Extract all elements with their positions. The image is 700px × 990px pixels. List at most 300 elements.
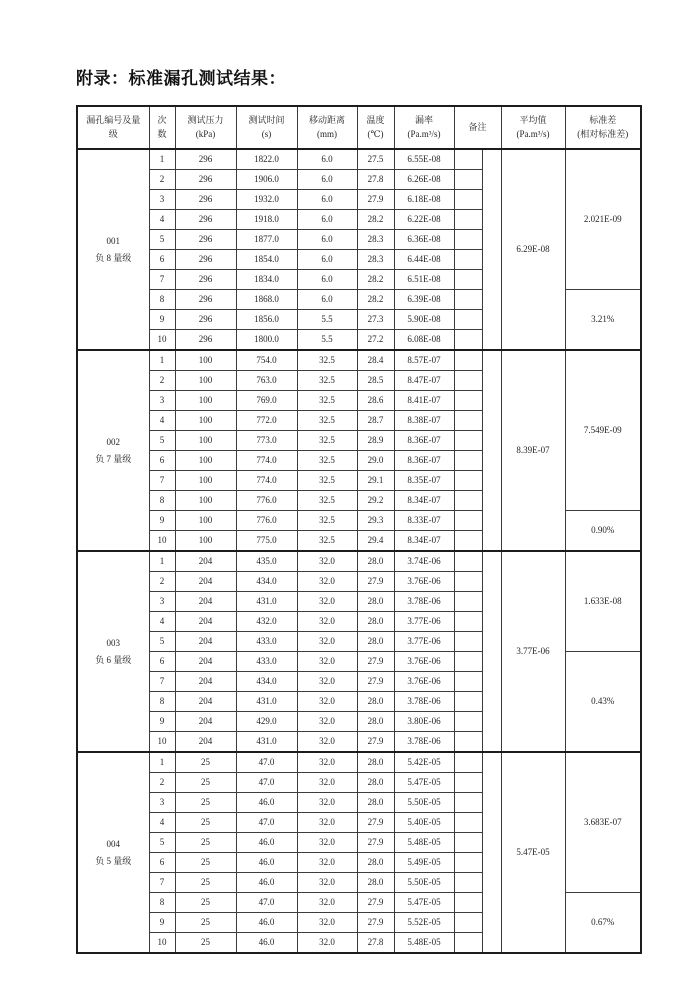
cell-temperature: 27.9 xyxy=(357,913,394,933)
cell-temperature: 28.2 xyxy=(357,210,394,230)
cell-pressure: 25 xyxy=(175,853,236,873)
cell-remark xyxy=(454,431,482,451)
cell-pressure: 100 xyxy=(175,511,236,531)
cell-leak-rate: 8.36E-07 xyxy=(394,451,454,471)
remark-gap xyxy=(482,149,501,350)
cell-remark xyxy=(454,330,482,351)
cell-time: 431.0 xyxy=(236,592,297,612)
cell-temperature: 28.6 xyxy=(357,391,394,411)
cell-remark xyxy=(454,833,482,853)
cell-pressure: 25 xyxy=(175,833,236,853)
cell-count: 10 xyxy=(149,330,175,351)
cell-time: 46.0 xyxy=(236,933,297,954)
column-header: 漏孔编号及量 级 xyxy=(77,106,149,149)
cell-remark xyxy=(454,190,482,210)
cell-distance: 32.0 xyxy=(297,833,357,853)
cell-time: 46.0 xyxy=(236,913,297,933)
cell-leak-rate: 5.47E-05 xyxy=(394,773,454,793)
cell-distance: 32.5 xyxy=(297,491,357,511)
cell-rel-std: 0.90% xyxy=(565,511,641,552)
cell-remark xyxy=(454,290,482,310)
cell-leak-rate: 3.80E-06 xyxy=(394,712,454,732)
cell-distance: 32.5 xyxy=(297,411,357,431)
cell-remark xyxy=(454,893,482,913)
cell-leak-rate: 6.44E-08 xyxy=(394,250,454,270)
cell-time: 773.0 xyxy=(236,431,297,451)
cell-leak-rate: 5.50E-05 xyxy=(394,873,454,893)
cell-distance: 32.5 xyxy=(297,451,357,471)
cell-distance: 32.5 xyxy=(297,531,357,552)
cell-count: 2 xyxy=(149,170,175,190)
cell-remark xyxy=(454,511,482,531)
cell-leak-rate: 6.55E-08 xyxy=(394,149,454,170)
cell-count: 10 xyxy=(149,933,175,954)
cell-temperature: 27.9 xyxy=(357,672,394,692)
cell-count: 1 xyxy=(149,350,175,371)
cell-time: 1822.0 xyxy=(236,149,297,170)
cell-count: 10 xyxy=(149,531,175,552)
cell-remark xyxy=(454,391,482,411)
cell-distance: 6.0 xyxy=(297,170,357,190)
cell-pressure: 100 xyxy=(175,411,236,431)
column-header: 移动距离 (mm) xyxy=(297,106,357,149)
cell-count: 7 xyxy=(149,270,175,290)
cell-time: 47.0 xyxy=(236,893,297,913)
cell-temperature: 28.2 xyxy=(357,270,394,290)
table-row xyxy=(77,551,641,572)
cell-remark xyxy=(454,672,482,692)
cell-leak-rate: 3.78E-06 xyxy=(394,592,454,612)
cell-pressure: 25 xyxy=(175,873,236,893)
cell-remark xyxy=(454,170,482,190)
cell-temperature: 29.2 xyxy=(357,491,394,511)
cell-count: 4 xyxy=(149,612,175,632)
cell-pressure: 25 xyxy=(175,752,236,773)
cell-std-dev: 3.683E-07 xyxy=(565,752,641,893)
cell-pressure: 25 xyxy=(175,893,236,913)
cell-temperature: 28.7 xyxy=(357,411,394,431)
cell-temperature: 28.4 xyxy=(357,350,394,371)
cell-remark xyxy=(454,149,482,170)
cell-time: 433.0 xyxy=(236,652,297,672)
cell-remark xyxy=(454,250,482,270)
cell-leak-rate: 6.08E-08 xyxy=(394,330,454,351)
cell-distance: 32.0 xyxy=(297,632,357,652)
cell-temperature: 29.4 xyxy=(357,531,394,552)
column-header: 测试压力 (kPa) xyxy=(175,106,236,149)
cell-leak-rate: 5.48E-05 xyxy=(394,933,454,954)
cell-pressure: 204 xyxy=(175,572,236,592)
cell-remark xyxy=(454,853,482,873)
cell-pressure: 204 xyxy=(175,672,236,692)
cell-distance: 32.0 xyxy=(297,592,357,612)
cell-remark xyxy=(454,752,482,773)
cell-time: 1800.0 xyxy=(236,330,297,351)
cell-pressure: 296 xyxy=(175,330,236,351)
cell-count: 2 xyxy=(149,773,175,793)
cell-time: 431.0 xyxy=(236,732,297,753)
cell-leak-rate: 5.90E-08 xyxy=(394,310,454,330)
cell-temperature: 29.1 xyxy=(357,471,394,491)
cell-remark xyxy=(454,371,482,391)
cell-temperature: 27.9 xyxy=(357,813,394,833)
cell-distance: 32.0 xyxy=(297,893,357,913)
table-body xyxy=(77,149,641,953)
cell-remark xyxy=(454,210,482,230)
cell-pressure: 100 xyxy=(175,371,236,391)
cell-temperature: 27.2 xyxy=(357,330,394,351)
cell-remark xyxy=(454,632,482,652)
cell-time: 434.0 xyxy=(236,672,297,692)
cell-pressure: 25 xyxy=(175,773,236,793)
cell-remark xyxy=(454,350,482,371)
cell-temperature: 28.0 xyxy=(357,692,394,712)
cell-average: 5.47E-05 xyxy=(501,752,565,953)
cell-pressure: 296 xyxy=(175,210,236,230)
cell-distance: 5.5 xyxy=(297,310,357,330)
column-header: 测试时间 (s) xyxy=(236,106,297,149)
cell-distance: 5.5 xyxy=(297,330,357,351)
cell-remark xyxy=(454,592,482,612)
table-header xyxy=(77,106,641,149)
cell-time: 1856.0 xyxy=(236,310,297,330)
cell-count: 9 xyxy=(149,511,175,531)
cell-leak-rate: 5.52E-05 xyxy=(394,913,454,933)
cell-remark xyxy=(454,491,482,511)
cell-temperature: 28.0 xyxy=(357,632,394,652)
cell-time: 46.0 xyxy=(236,833,297,853)
cell-leak-rate: 6.39E-08 xyxy=(394,290,454,310)
group-label: 003 负 6 量级 xyxy=(77,551,149,752)
cell-distance: 6.0 xyxy=(297,270,357,290)
cell-count: 10 xyxy=(149,732,175,753)
cell-distance: 32.0 xyxy=(297,933,357,954)
cell-pressure: 204 xyxy=(175,551,236,572)
cell-time: 769.0 xyxy=(236,391,297,411)
cell-distance: 32.0 xyxy=(297,572,357,592)
cell-leak-rate: 6.18E-08 xyxy=(394,190,454,210)
cell-time: 47.0 xyxy=(236,773,297,793)
table-row xyxy=(77,350,641,371)
cell-pressure: 25 xyxy=(175,793,236,813)
group-label: 001 负 8 量级 xyxy=(77,149,149,350)
cell-count: 8 xyxy=(149,491,175,511)
cell-average: 6.29E-08 xyxy=(501,149,565,350)
cell-pressure: 100 xyxy=(175,431,236,451)
cell-pressure: 204 xyxy=(175,712,236,732)
cell-time: 1918.0 xyxy=(236,210,297,230)
cell-temperature: 28.0 xyxy=(357,612,394,632)
cell-rel-std: 0.43% xyxy=(565,652,641,753)
cell-distance: 32.5 xyxy=(297,371,357,391)
cell-temperature: 28.0 xyxy=(357,752,394,773)
cell-temperature: 27.3 xyxy=(357,310,394,330)
cell-remark xyxy=(454,692,482,712)
cell-distance: 6.0 xyxy=(297,250,357,270)
cell-leak-rate: 8.34E-07 xyxy=(394,491,454,511)
cell-pressure: 100 xyxy=(175,391,236,411)
cell-count: 7 xyxy=(149,873,175,893)
cell-remark xyxy=(454,813,482,833)
cell-count: 3 xyxy=(149,391,175,411)
cell-temperature: 28.0 xyxy=(357,793,394,813)
cell-temperature: 27.9 xyxy=(357,652,394,672)
cell-time: 774.0 xyxy=(236,451,297,471)
cell-count: 1 xyxy=(149,551,175,572)
cell-temperature: 27.9 xyxy=(357,572,394,592)
cell-distance: 32.0 xyxy=(297,752,357,773)
header-row xyxy=(77,106,641,149)
cell-distance: 32.5 xyxy=(297,350,357,371)
cell-time: 1877.0 xyxy=(236,230,297,250)
cell-temperature: 27.5 xyxy=(357,149,394,170)
cell-std-dev: 7.549E-09 xyxy=(565,350,641,511)
cell-remark xyxy=(454,411,482,431)
cell-remark xyxy=(454,230,482,250)
cell-time: 776.0 xyxy=(236,511,297,531)
cell-pressure: 100 xyxy=(175,491,236,511)
cell-pressure: 296 xyxy=(175,270,236,290)
cell-remark xyxy=(454,612,482,632)
cell-pressure: 100 xyxy=(175,471,236,491)
cell-temperature: 29.3 xyxy=(357,511,394,531)
cell-count: 4 xyxy=(149,411,175,431)
cell-remark xyxy=(454,773,482,793)
cell-remark xyxy=(454,913,482,933)
cell-pressure: 296 xyxy=(175,230,236,250)
cell-remark xyxy=(454,933,482,954)
cell-remark xyxy=(454,471,482,491)
cell-count: 5 xyxy=(149,632,175,652)
cell-remark xyxy=(454,732,482,753)
cell-time: 432.0 xyxy=(236,612,297,632)
cell-distance: 32.5 xyxy=(297,391,357,411)
cell-time: 1854.0 xyxy=(236,250,297,270)
cell-temperature: 27.9 xyxy=(357,893,394,913)
cell-leak-rate: 5.42E-05 xyxy=(394,752,454,773)
cell-count: 8 xyxy=(149,692,175,712)
cell-distance: 32.0 xyxy=(297,793,357,813)
cell-temperature: 28.2 xyxy=(357,290,394,310)
cell-count: 5 xyxy=(149,833,175,853)
cell-distance: 32.0 xyxy=(297,853,357,873)
cell-count: 5 xyxy=(149,431,175,451)
cell-distance: 6.0 xyxy=(297,149,357,170)
remark-gap xyxy=(482,752,501,953)
cell-time: 1834.0 xyxy=(236,270,297,290)
cell-distance: 32.5 xyxy=(297,471,357,491)
cell-distance: 32.0 xyxy=(297,712,357,732)
cell-remark xyxy=(454,270,482,290)
cell-count: 1 xyxy=(149,149,175,170)
cell-leak-rate: 5.40E-05 xyxy=(394,813,454,833)
cell-pressure: 100 xyxy=(175,350,236,371)
cell-remark xyxy=(454,551,482,572)
cell-leak-rate: 6.26E-08 xyxy=(394,170,454,190)
cell-distance: 32.0 xyxy=(297,773,357,793)
cell-remark xyxy=(454,873,482,893)
cell-leak-rate: 8.35E-07 xyxy=(394,471,454,491)
cell-time: 429.0 xyxy=(236,712,297,732)
cell-distance: 6.0 xyxy=(297,290,357,310)
cell-time: 434.0 xyxy=(236,572,297,592)
remark-gap xyxy=(482,350,501,551)
cell-leak-rate: 8.57E-07 xyxy=(394,350,454,371)
cell-rel-std: 3.21% xyxy=(565,290,641,351)
cell-time: 431.0 xyxy=(236,692,297,712)
cell-distance: 32.5 xyxy=(297,431,357,451)
cell-leak-rate: 8.38E-07 xyxy=(394,411,454,431)
cell-time: 754.0 xyxy=(236,350,297,371)
cell-leak-rate: 3.77E-06 xyxy=(394,632,454,652)
cell-temperature: 28.3 xyxy=(357,230,394,250)
cell-remark xyxy=(454,652,482,672)
cell-count: 7 xyxy=(149,672,175,692)
cell-pressure: 296 xyxy=(175,250,236,270)
cell-temperature: 28.0 xyxy=(357,773,394,793)
cell-count: 6 xyxy=(149,250,175,270)
cell-distance: 32.0 xyxy=(297,551,357,572)
cell-leak-rate: 5.48E-05 xyxy=(394,833,454,853)
cell-temperature: 28.0 xyxy=(357,551,394,572)
cell-distance: 32.0 xyxy=(297,692,357,712)
cell-std-dev: 2.021E-09 xyxy=(565,149,641,290)
cell-distance: 32.5 xyxy=(297,511,357,531)
cell-distance: 32.0 xyxy=(297,672,357,692)
leak-test-table xyxy=(76,105,642,954)
cell-pressure: 100 xyxy=(175,451,236,471)
column-header: 平均值 (Pa.m³/s) xyxy=(501,106,565,149)
cell-count: 2 xyxy=(149,371,175,391)
cell-count: 2 xyxy=(149,572,175,592)
cell-count: 6 xyxy=(149,451,175,471)
cell-leak-rate: 5.50E-05 xyxy=(394,793,454,813)
cell-temperature: 27.9 xyxy=(357,732,394,753)
cell-temperature: 28.3 xyxy=(357,250,394,270)
column-header: 标准差 (相对标准差) xyxy=(565,106,641,149)
table-row xyxy=(77,752,641,773)
cell-time: 433.0 xyxy=(236,632,297,652)
cell-count: 3 xyxy=(149,793,175,813)
column-header: 温度 (℃) xyxy=(357,106,394,149)
cell-time: 772.0 xyxy=(236,411,297,431)
cell-leak-rate: 8.33E-07 xyxy=(394,511,454,531)
cell-temperature: 28.5 xyxy=(357,371,394,391)
cell-pressure: 296 xyxy=(175,310,236,330)
cell-remark xyxy=(454,712,482,732)
cell-leak-rate: 8.41E-07 xyxy=(394,391,454,411)
cell-rel-std: 0.67% xyxy=(565,893,641,954)
cell-temperature: 27.9 xyxy=(357,190,394,210)
cell-time: 46.0 xyxy=(236,793,297,813)
cell-average: 8.39E-07 xyxy=(501,350,565,551)
cell-distance: 6.0 xyxy=(297,210,357,230)
cell-pressure: 25 xyxy=(175,813,236,833)
cell-leak-rate: 3.78E-06 xyxy=(394,692,454,712)
column-header: 漏率 (Pa.m³/s) xyxy=(394,106,454,149)
cell-temperature: 27.8 xyxy=(357,170,394,190)
cell-count: 6 xyxy=(149,652,175,672)
cell-count: 8 xyxy=(149,290,175,310)
table-row xyxy=(77,149,641,170)
cell-pressure: 100 xyxy=(175,531,236,552)
cell-count: 9 xyxy=(149,310,175,330)
cell-temperature: 28.9 xyxy=(357,431,394,451)
page-title: 附录：标准漏孔测试结果： xyxy=(76,69,286,88)
cell-leak-rate: 3.77E-06 xyxy=(394,612,454,632)
cell-leak-rate: 3.76E-06 xyxy=(394,672,454,692)
cell-pressure: 296 xyxy=(175,149,236,170)
cell-temperature: 29.0 xyxy=(357,451,394,471)
cell-count: 7 xyxy=(149,471,175,491)
cell-leak-rate: 8.36E-07 xyxy=(394,431,454,451)
remark-gap xyxy=(482,551,501,752)
cell-leak-rate: 5.49E-05 xyxy=(394,853,454,873)
cell-temperature: 28.0 xyxy=(357,592,394,612)
cell-leak-rate: 3.78E-06 xyxy=(394,732,454,753)
cell-std-dev: 1.633E-08 xyxy=(565,551,641,652)
column-header: 次 数 xyxy=(149,106,175,149)
cell-time: 776.0 xyxy=(236,491,297,511)
cell-count: 6 xyxy=(149,853,175,873)
cell-distance: 32.0 xyxy=(297,873,357,893)
cell-time: 763.0 xyxy=(236,371,297,391)
cell-pressure: 204 xyxy=(175,592,236,612)
cell-count: 4 xyxy=(149,813,175,833)
cell-pressure: 296 xyxy=(175,190,236,210)
cell-distance: 32.0 xyxy=(297,652,357,672)
cell-time: 46.0 xyxy=(236,853,297,873)
cell-remark xyxy=(454,572,482,592)
cell-count: 5 xyxy=(149,230,175,250)
cell-count: 9 xyxy=(149,913,175,933)
cell-leak-rate: 6.36E-08 xyxy=(394,230,454,250)
cell-time: 775.0 xyxy=(236,531,297,552)
cell-remark xyxy=(454,531,482,552)
cell-leak-rate: 6.22E-08 xyxy=(394,210,454,230)
cell-remark xyxy=(454,451,482,471)
cell-pressure: 296 xyxy=(175,290,236,310)
cell-distance: 32.0 xyxy=(297,913,357,933)
cell-distance: 6.0 xyxy=(297,190,357,210)
cell-pressure: 204 xyxy=(175,652,236,672)
cell-average: 3.77E-06 xyxy=(501,551,565,752)
cell-temperature: 27.8 xyxy=(357,933,394,954)
cell-leak-rate: 6.51E-08 xyxy=(394,270,454,290)
cell-pressure: 204 xyxy=(175,692,236,712)
cell-pressure: 204 xyxy=(175,732,236,753)
cell-leak-rate: 3.76E-06 xyxy=(394,572,454,592)
cell-leak-rate: 8.47E-07 xyxy=(394,371,454,391)
cell-distance: 6.0 xyxy=(297,230,357,250)
cell-time: 774.0 xyxy=(236,471,297,491)
cell-leak-rate: 3.74E-06 xyxy=(394,551,454,572)
cell-pressure: 204 xyxy=(175,612,236,632)
cell-temperature: 28.0 xyxy=(357,873,394,893)
cell-count: 4 xyxy=(149,210,175,230)
group-label: 002 负 7 量级 xyxy=(77,350,149,551)
cell-time: 47.0 xyxy=(236,752,297,773)
cell-distance: 32.0 xyxy=(297,813,357,833)
cell-count: 3 xyxy=(149,592,175,612)
cell-temperature: 28.0 xyxy=(357,712,394,732)
cell-remark xyxy=(454,310,482,330)
cell-leak-rate: 8.34E-07 xyxy=(394,531,454,552)
cell-distance: 32.0 xyxy=(297,612,357,632)
group-label: 004 负 5 量级 xyxy=(77,752,149,953)
cell-temperature: 27.9 xyxy=(357,833,394,853)
cell-remark xyxy=(454,793,482,813)
